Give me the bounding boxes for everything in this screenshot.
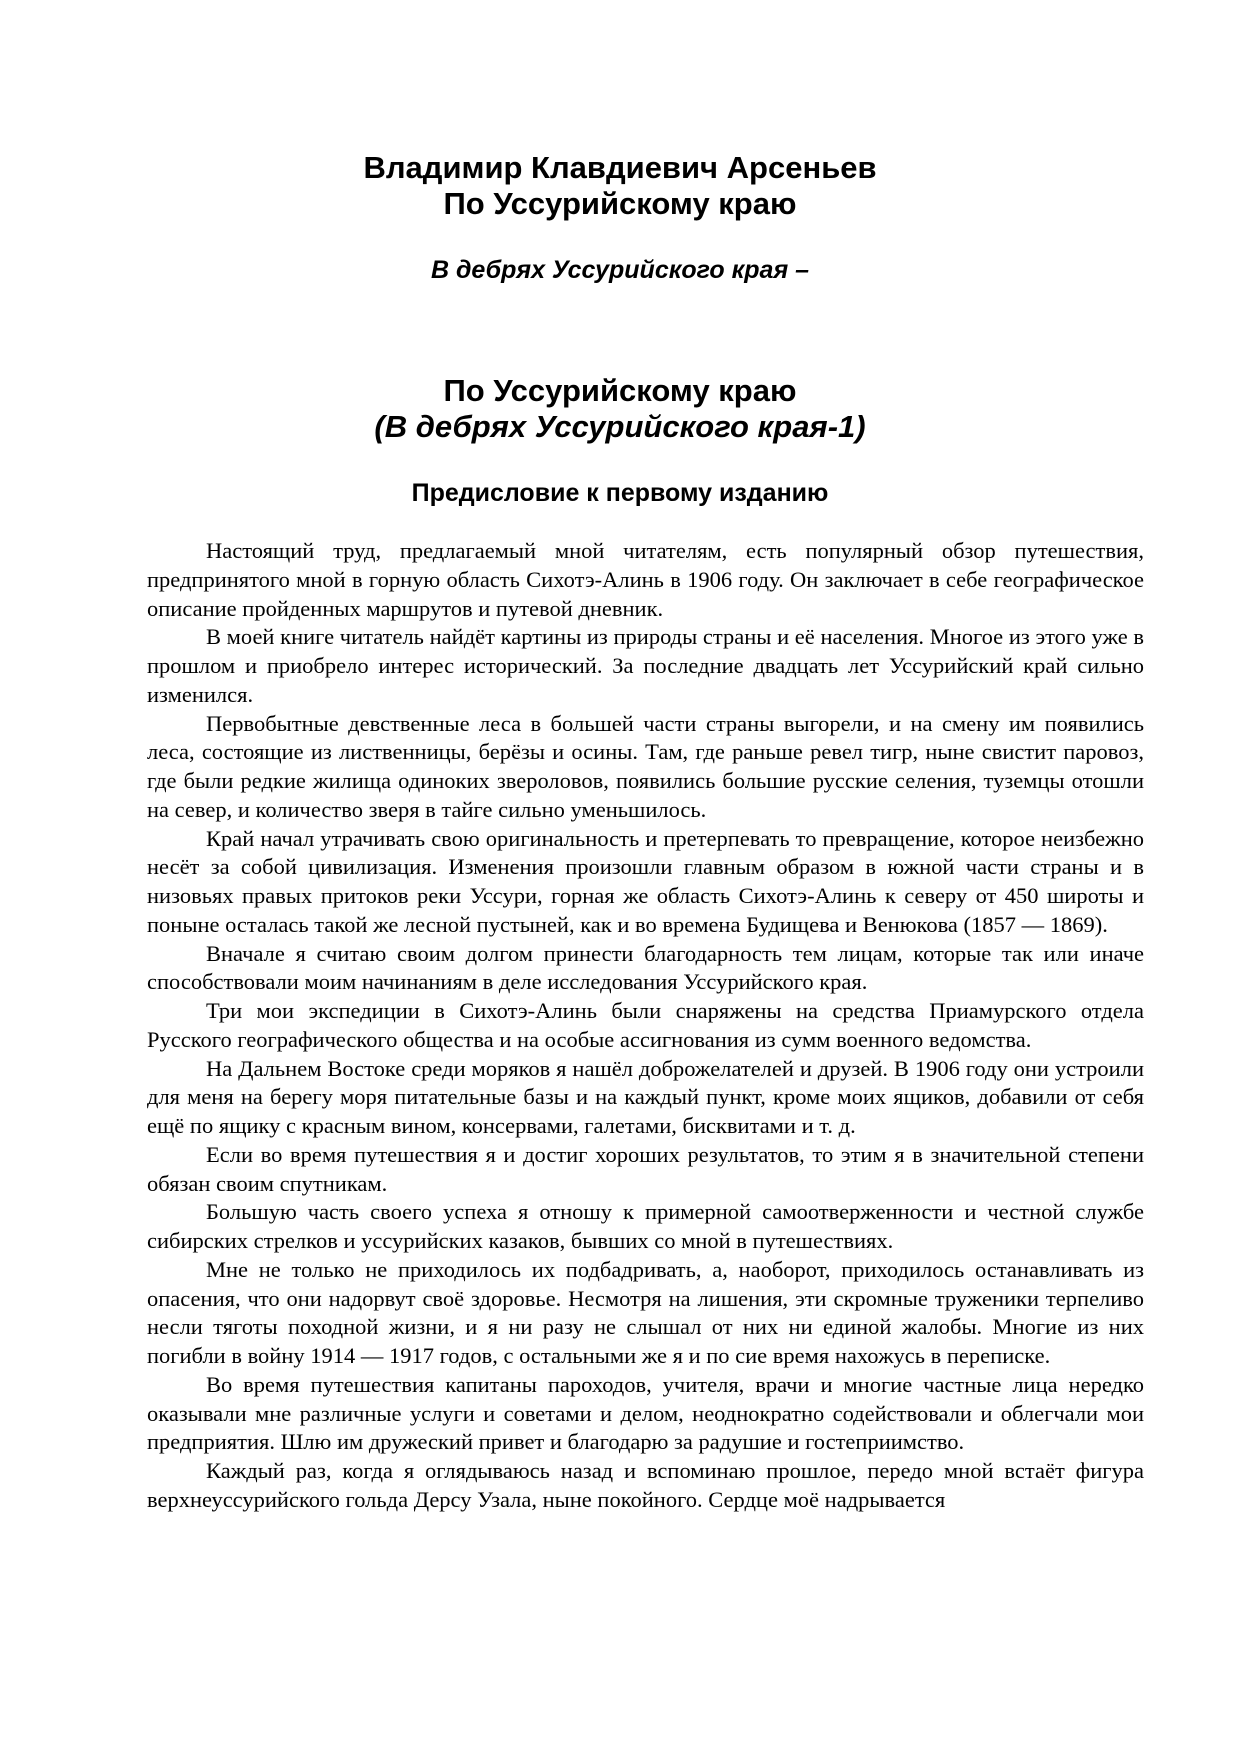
paragraph: Во время путешествия капитаны пароходов, учителя, врачи и многие частные лица нередко оказывали мне различные услуги и советами и делом, неоднократно содействовали и облегчали мои предприятия. Шлю им дружеский привет и благодарю за радушие и гостеприимство.: [147, 1371, 1144, 1455]
paragraph: Первобытные девственные леса в большей части страны выгорели, и на смену им появились леса, состоящие из лиственницы, берёзы и осины. Там, где раньше ревел тигр, ныне свистит паровоз, где были редкие жилища одиноких звероловов, появились большие русские селения, туземцы отошли на север, и количество зверя в тайге сильно уменьшилось.: [147, 710, 1144, 822]
paragraph: Большую часть своего успеха я отношу к примерной самоотверженности и честной службе сибирских стрелков и уссурийских казаков, бывших со мной в путешествиях.: [147, 1199, 1144, 1253]
part-title: По Уссурийскому краю: [443, 373, 797, 408]
preface-heading: Предисловие к первому изданию: [411, 479, 829, 507]
paragraph: Вначале я считаю своим долгом принести благодарность тем лицам, которые так или иначе способствовали моим начинаниям в деле исследования Уссурийского края.: [147, 940, 1144, 995]
paragraph: Мне не только не приходилось их подбадривать, а, наоборот, приходилось останавливать из опасения, что они надорвут своё здоровье. Несмотря на лишения, эти скромные труженики терпеливо несли тяготы походной жизни, и я ни разу не слышал от них ни единой жалобы. Многие из них погибли в войну 1914 — 1917 годов, с остальными же я и по сие время нахожусь в переписке.: [147, 1256, 1144, 1368]
book-title: По Уссурийскому краю: [443, 186, 797, 221]
author-name: Владимир Клавдиевич Арсеньев: [363, 150, 877, 185]
series-title: В дебрях Уссурийского края –: [430, 256, 810, 284]
paragraph: Каждый раз, когда я оглядываюсь назад и вспоминаю прошлое, передо мной встаёт фигура верхнеуссурийского гольда Дерсу Узала, ныне покойного. Сердце моё надрывается: [147, 1458, 1144, 1512]
body-text: [147, 537, 1144, 1515]
paragraph: Три мои экспедиции в Сихотэ-Алинь были снаряжены на средства Приамурского отдела Русского географического общества и на особые ассигнования из сумм военного ведомства.: [147, 998, 1144, 1052]
paragraph: Настоящий труд, предлагаемый мной читателям, есть популярный обзор путешествия, предпринятого мной в горную область Сихотэ-Алинь в 1906 году. Он заключает в себе географическое описание пройденных маршрутов и путевой дневник.: [147, 538, 1144, 621]
part-subtitle: (В дебрях Уссурийского края-1): [374, 409, 866, 444]
paragraph: На Дальнем Востоке среди моряков я нашёл доброжелателей и друзей. В 1906 году они устроили для меня на берегу моря питательные базы и на каждый пункт, кроме моих ящиков, добавили от себя ещё по ящику с красным вином, консервами, галетами, бисквитами и т. д.: [147, 1055, 1144, 1138]
paragraph: Край начал утрачивать свою оригинальность и претерпевать то превращение, которое неизбежно несёт за собой цивилизация. Изменения произошли главным образом в южной части страны и в низовьях правых притоков реки Уссури, горная же область Сихотэ-Алинь к северу от 450 широты и поныне осталась такой же лесной пустыней, как и во времена Будищева и Венюкова (1857 — 1869).: [147, 825, 1144, 937]
paragraph: Если во время путешествия я и достиг хороших результатов, то этим я в значительной степени обязан своим спутникам.: [147, 1141, 1144, 1196]
paragraph: В моей книге читатель найдёт картины из природы страны и её населения. Многое из этого уже в прошлом и приобрело интерес исторический. За последние двадцать лет Уссурийский край сильно изменился.: [147, 624, 1144, 707]
